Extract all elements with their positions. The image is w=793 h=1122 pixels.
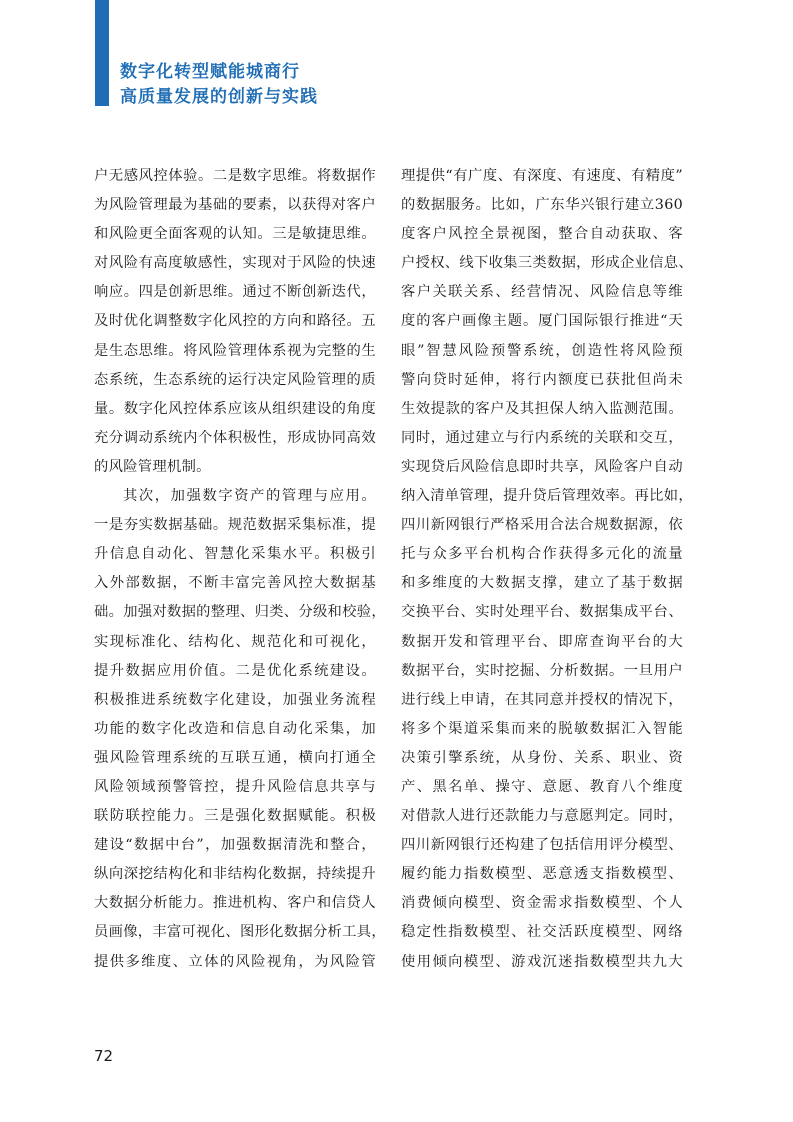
body-text-line: 一是夯实数据基础。规范数据采集标准，提 — [94, 517, 376, 534]
body-text-line: 充分调动系统内个体积极性，形成协同高效 — [94, 429, 376, 446]
body-text-line: 交换平台、实时处理平台、数据集成平台、 — [401, 604, 683, 621]
body-text-line: 消费倾向模型、资金需求指数模型、个人 — [401, 895, 683, 912]
body-text-line: 履约能力指数模型、恶意透支指数模型、 — [401, 866, 683, 883]
running-header — [120, 60, 318, 110]
body-text-line: 托与众多平台机构合作获得多元化的流量 — [401, 546, 683, 563]
body-text-line: 是生态思维。将风险管理体系视为完整的生 — [94, 342, 376, 359]
header-title-line-1: 数字化转型赋能城商行 — [120, 62, 300, 82]
body-text-line: 积极推进系统数字化建设，加强业务流程 — [94, 691, 376, 708]
body-text-line: 的数据服务。比如，广东华兴银行建立360 — [401, 197, 683, 214]
body-text-line: 数据开发和管理平台、即席查询平台的大 — [401, 633, 683, 650]
body-text-line: 实现标准化、结构化、规范化和可视化， — [94, 633, 376, 650]
body-text-line: 度客户风控全景视图，整合自动获取、客 — [401, 226, 683, 243]
body-text-line: 稳定性指数模型、社交活跃度模型、网络 — [401, 924, 683, 941]
body-text-line: 纵向深挖结构化和非结构化数据，持续提升 — [94, 866, 376, 883]
body-text-line: 产、黑名单、操守、意愿、教育八个维度 — [401, 778, 683, 795]
body-text-line: 升信息自动化、智慧化采集水平。积极引 — [94, 546, 376, 563]
body-text-line: 和多维度的大数据支撑，建立了基于数据 — [401, 575, 683, 592]
body-text-line: 础。加强对数据的整理、归类、分级和校验， — [94, 604, 386, 621]
body-text-line: 对风险有高度敏感性，实现对于风险的快速 — [94, 255, 376, 272]
body-text-line: 态系统，生态系统的运行决定风险管理的质 — [94, 371, 376, 388]
body-text-line: 户授权、线下收集三类数据，形成企业信息、 — [401, 255, 693, 272]
page-number: 72 — [94, 1047, 114, 1065]
body-text-line: 同时，通过建立与行内系统的关联和交互， — [401, 429, 683, 446]
body-text-line: 员画像，丰富可视化、图形化数据分析工具， — [94, 924, 386, 941]
left-text-column — [94, 162, 386, 977]
body-text-line: 警向贷时延伸，将行内额度已获批但尚未 — [401, 371, 683, 388]
body-text-line: 强风险管理系统的互联互通，横向打通全 — [94, 749, 376, 766]
body-text-line: 风险领域预警管控，提升风险信息共享与 — [94, 778, 376, 795]
right-text-column — [401, 162, 693, 977]
body-text-line: 客户关联关系、经营情况、风险信息等维 — [401, 284, 683, 301]
body-text-line: 决策引擎系统，从身份、关系、职业、资 — [401, 749, 683, 766]
body-text-line: 提升数据应用价值。二是优化系统建设。 — [94, 662, 376, 679]
body-text-line: 眼”智慧风险预警系统，创造性将风险预 — [401, 342, 683, 359]
body-text-line: 量。数字化风控体系应该从组织建设的角度 — [94, 400, 376, 417]
body-text-line: 生效提款的客户及其担保人纳入监测范围。 — [401, 400, 683, 417]
body-text-line: 其次，加强数字资产的管理与应用。 — [123, 488, 376, 505]
body-text-line: 联防联控能力。三是强化数据赋能。积极 — [94, 808, 376, 825]
body-text-line: 四川新网银行还构建了包括信用评分模型、 — [401, 837, 683, 854]
body-text-line: 为风险管理最为基础的要素，以获得对客户 — [94, 197, 376, 214]
header-accent-bar — [95, 0, 109, 106]
body-text-line: 将多个渠道采集而来的脱敏数据汇入智能 — [401, 720, 683, 737]
body-text-line: 实现贷后风险信息即时共享，风险客户自动 — [401, 458, 683, 475]
body-text-line: 和风险更全面客观的认知。三是敏捷思维。 — [94, 226, 376, 243]
body-text-line: 及时优化调整数字化风控的方向和路径。五 — [94, 313, 376, 330]
body-text-line: 四川新网银行严格采用合法合规数据源，依 — [401, 517, 683, 534]
body-text-line: 使用倾向模型、游戏沉迷指数模型共九大 — [401, 953, 683, 970]
header-title-line-2: 高质量发展的创新与实践 — [120, 87, 318, 107]
body-text-line: 数据平台，实时挖掘、分析数据。一旦用户 — [401, 662, 683, 679]
body-text-line: 对借款人进行还款能力与意愿判定。同时， — [401, 808, 683, 825]
body-text-line: 户无感风控体验。二是数字思维。将数据作 — [94, 168, 376, 184]
body-text-line: 提供多维度、立体的风险视角，为风险管 — [94, 953, 376, 970]
body-text-line: 理提供“有广度、有深度、有速度、有精度” — [401, 168, 683, 184]
body-text-line: 入外部数据，不断丰富完善风控大数据基 — [94, 575, 376, 592]
body-text-line: 建设“数据中台”，加强数据清洗和整合， — [94, 837, 376, 854]
body-text-line: 响应。四是创新思维。通过不断创新迭代， — [94, 284, 376, 301]
body-text-line: 大数据分析能力。推进机构、客户和信贷人 — [94, 895, 376, 912]
body-text-line: 进行线上申请，在其同意并授权的情况下， — [401, 691, 683, 708]
body-text-line: 的风险管理机制。 — [94, 458, 211, 475]
body-text-line: 纳入清单管理，提升贷后管理效率。再比如， — [401, 488, 693, 505]
body-text-line: 度的客户画像主题。厦门国际银行推进“天 — [401, 313, 683, 330]
body-text-line: 功能的数字化改造和信息自动化采集，加 — [94, 720, 376, 737]
